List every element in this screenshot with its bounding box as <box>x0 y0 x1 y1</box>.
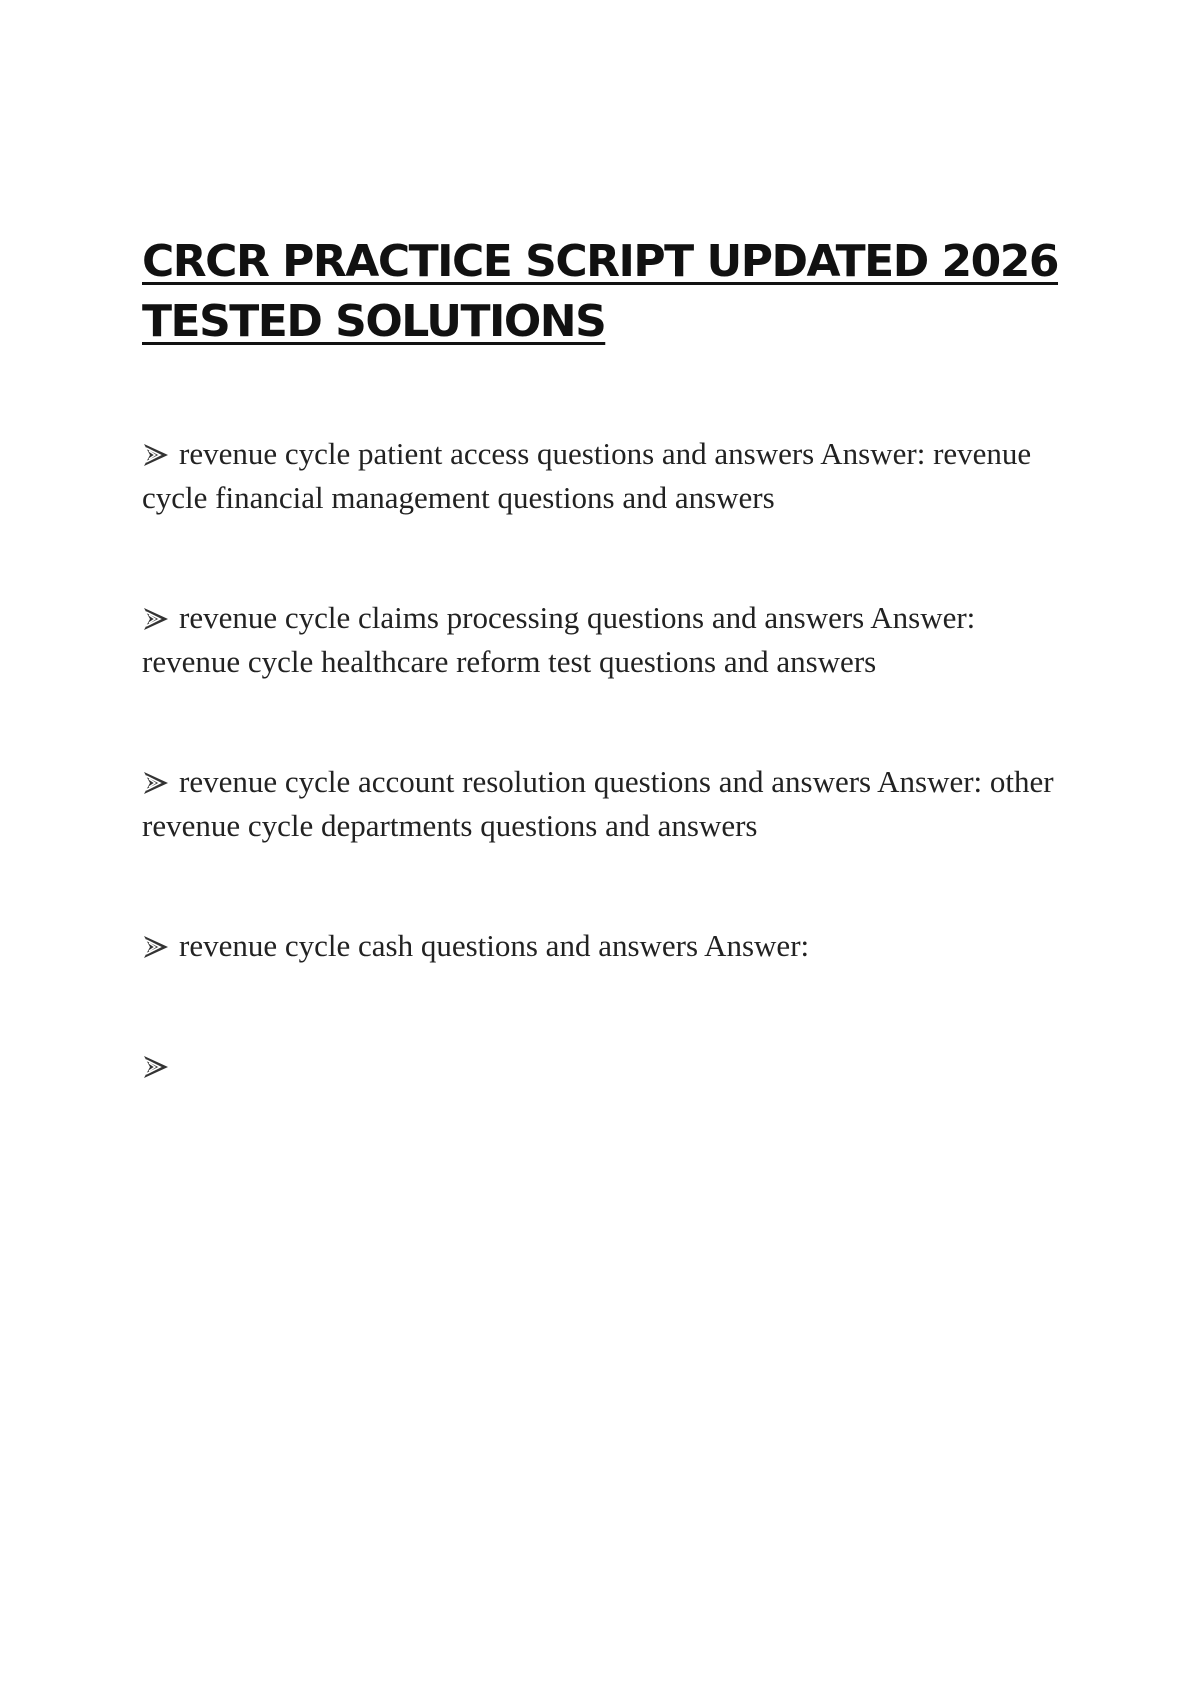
qa-item-text: revenue cycle account resolution questions and answers Answer: other revenue cycle departments questions and answers <box>142 764 1054 843</box>
qa-item <box>142 1044 1072 1088</box>
qa-item-text: revenue cycle patient access questions and answers Answer: revenue cycle financial management questions and answers <box>142 436 1032 515</box>
document-title: CRCR PRACTICE SCRIPT UPDATED 2026 TESTED SOLUTIONS <box>142 236 1059 347</box>
triple-chevron-arrow-icon <box>142 605 170 633</box>
triple-chevron-arrow-icon <box>142 1053 170 1081</box>
qa-item-text: revenue cycle cash questions and answers Answer: <box>179 928 810 963</box>
triple-chevron-arrow-icon <box>142 441 170 469</box>
qa-item-text: revenue cycle claims processing questions and answers Answer: revenue cycle healthcare reform test questions and answers <box>142 600 976 679</box>
triple-chevron-arrow-icon <box>142 769 170 797</box>
triple-chevron-arrow-icon <box>142 933 170 961</box>
qa-item <box>142 760 1072 848</box>
qa-list <box>142 432 1072 1164</box>
qa-item <box>142 596 1072 684</box>
qa-item <box>142 924 1072 968</box>
qa-item <box>142 432 1072 520</box>
